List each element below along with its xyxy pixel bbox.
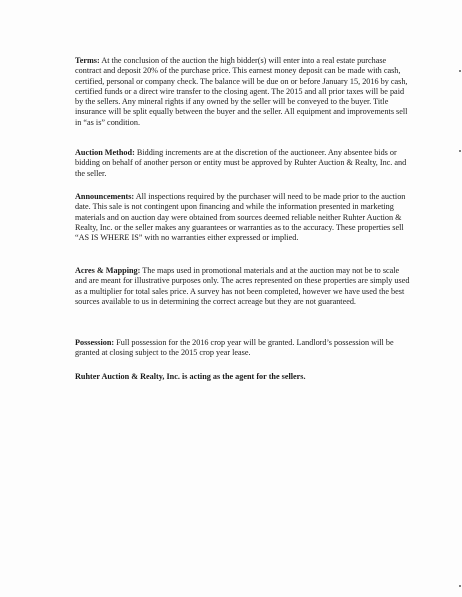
possession-label: Possession: bbox=[75, 338, 115, 347]
terms-text: At the conclusion of the auction the high bidder(s) will enter into a real estate purchase contract and deposit 20% of the purchase price. This earnest money deposit can be made with cash, certified, personal or company check. The balance will be due on or before January 15, 2016 by cash, certified funds or a direct wire transfer to the closing agent. The 2015 and all prior taxes will be paid by the sellers. Any mineral rights if any owned by the seller will be conveyed to the buyer. Title insurance will be split equally between the buyer and the seller. All equipment and improvements sell in “as is” condition. bbox=[75, 56, 408, 127]
possession-paragraph bbox=[75, 338, 410, 359]
agent-statement: Ruhter Auction & Realty, Inc. is acting as the agent for the sellers. bbox=[75, 372, 306, 381]
scan-mark bbox=[459, 150, 461, 152]
terms-paragraph bbox=[75, 56, 410, 128]
acres-mapping-text: The maps used in promotional materials and at the auction may not be to scale and are meant for illustrative purposes only. The acres represented on these properties are simply used as a multiplier for total sales price. A survey has not been completed, however we have used the best sources available to us in determining the correct acreage but they are not guaranteed. bbox=[75, 266, 410, 306]
auction-method-label: Auction Method: bbox=[75, 148, 135, 157]
announcements-paragraph bbox=[75, 192, 410, 243]
announcements-text: All inspections required by the purchaser will need to be made prior to the auction date. This sale is not contingent upon financing and while the information presented in marketing materials and on auction day were obtained from sources deemed reliable neither Ruhter Auction & Realty, Inc. or the seller makes any guarantees or warranties as to the accuracy. These properties sell “AS IS WHERE IS” with no warranties either expressed or implied. bbox=[75, 192, 406, 243]
acres-mapping-label: Acres & Mapping: bbox=[75, 266, 141, 275]
auction-method-text: Bidding increments are at the discretion of the auctioneer. Any absentee bids or bidding on behalf of another person or entity must be approved by Ruhter Auction & Realty, Inc. and the seller. bbox=[75, 148, 407, 178]
scan-mark bbox=[459, 70, 461, 72]
acres-mapping-paragraph bbox=[75, 266, 410, 307]
possession-text: Full possession for the 2016 crop year will be granted. Landlord’s possession will be granted at closing subject to the 2015 crop year lease. bbox=[75, 338, 394, 358]
scan-mark bbox=[459, 585, 461, 587]
terms-label: Terms: bbox=[75, 56, 100, 65]
announcements-label: Announcements: bbox=[75, 192, 135, 201]
auction-method-paragraph bbox=[75, 148, 410, 179]
